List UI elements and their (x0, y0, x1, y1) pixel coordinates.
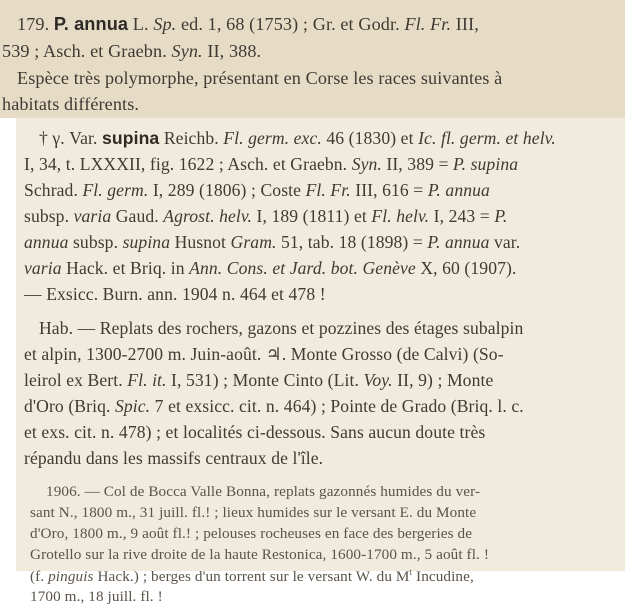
variety-name: supina (102, 128, 160, 148)
exsiccata-line: — Exsicc. Burn. ann. 1904 n. 464 et 478 ! (24, 284, 326, 304)
variety-line-6: varia Hack. et Briq. in Ann. Cons. et Jard. bot. Genève X, 60 (1907). (24, 258, 517, 278)
species-entry-block (0, 0, 625, 118)
habitat-heading-line: Hab. — Replats des rochers, gazons et pozzines des étages subalpin (39, 318, 524, 338)
habitat-line-5: et exs. cit. n. 478) ; et localités ci-dessous. Sans aucun doute très (24, 422, 486, 442)
species-citation-line: 539 ; Asch. et Graebn. Syn. II, 388. (2, 41, 262, 61)
record-line-4: Grotello sur la rive droite de la haute Restonica, 1600-1700 m., 5 août fl. ! (30, 546, 489, 563)
species-description: Espèce très polymorphe, présentant en Corse les races suivantes à (17, 68, 503, 88)
habitat-line-3: leirol ex Bert. Fl. it. I, 531) ; Monte Cinto (Lit. Voy. II, 9) ; Monte (24, 370, 494, 390)
habitat-line-2: et alpin, 1300-2700 m. Juin-août. ♃. Monte Grosso (de Calvi) (So- (24, 344, 504, 364)
species-name: P. annua (53, 14, 129, 34)
species-description-cont: habitats différents. (2, 94, 140, 114)
record-line-2: sant N., 1800 m., 31 juill. fl.! ; lieux humides sur le versant E. du Monte (30, 504, 477, 521)
variety-line-4: subsp. varia Gaud. Agrost. helv. I, 189 (1811) et Fl. helv. I, 243 = P. (24, 206, 508, 226)
habitat-line-6: répandu dans les massifs centraux de l'île. (24, 448, 324, 468)
record-line-3: d'Oro, 1800 m., 9 août fl.! ; pelouses rocheuses en face des bergeries de (30, 525, 473, 542)
variety-section (16, 118, 625, 605)
habitat-line-4: d'Oro (Briq. Spic. 7 et exsicc. cit. n. 464) ; Pointe de Grado (Briq. l. c. (24, 396, 524, 416)
species-header-line: 179. P. annua L. Sp. ed. 1, 68 (1753) ; Gr. et Godr. Fl. Fr. III, (17, 14, 479, 34)
record-line-5: (f. pinguis Hack.) ; berges d'un torrent sur le versant W. du $M^t$ Incudine, (30, 567, 474, 586)
record-line-6: 1700 m., 18 juill. fl. ! (30, 588, 163, 605)
variety-line-3: Schrad. Fl. germ. I, 289 (1806) ; Coste Fl. Fr. III, 616 = P. annua (24, 180, 490, 200)
variety-header-line: † γ. Var. supina Reichb. Fl. germ. exc. 46 (1830) et Ic. fl. germ. et helv. (39, 128, 556, 148)
variety-line-2: I, 34, t. LXXXII, fig. 1622 ; Asch. et Graebn. Syn. II, 389 = P. supina (24, 154, 519, 174)
species-number: 179. (17, 14, 50, 34)
variety-line-5: annua subsp. supina Husnot Gram. 51, tab. 18 (1898) = P. annua var. (24, 232, 521, 252)
record-line-1: 1906. — Col de Bocca Valle Bonna, replats gazonnés humides du ver- (46, 483, 481, 500)
